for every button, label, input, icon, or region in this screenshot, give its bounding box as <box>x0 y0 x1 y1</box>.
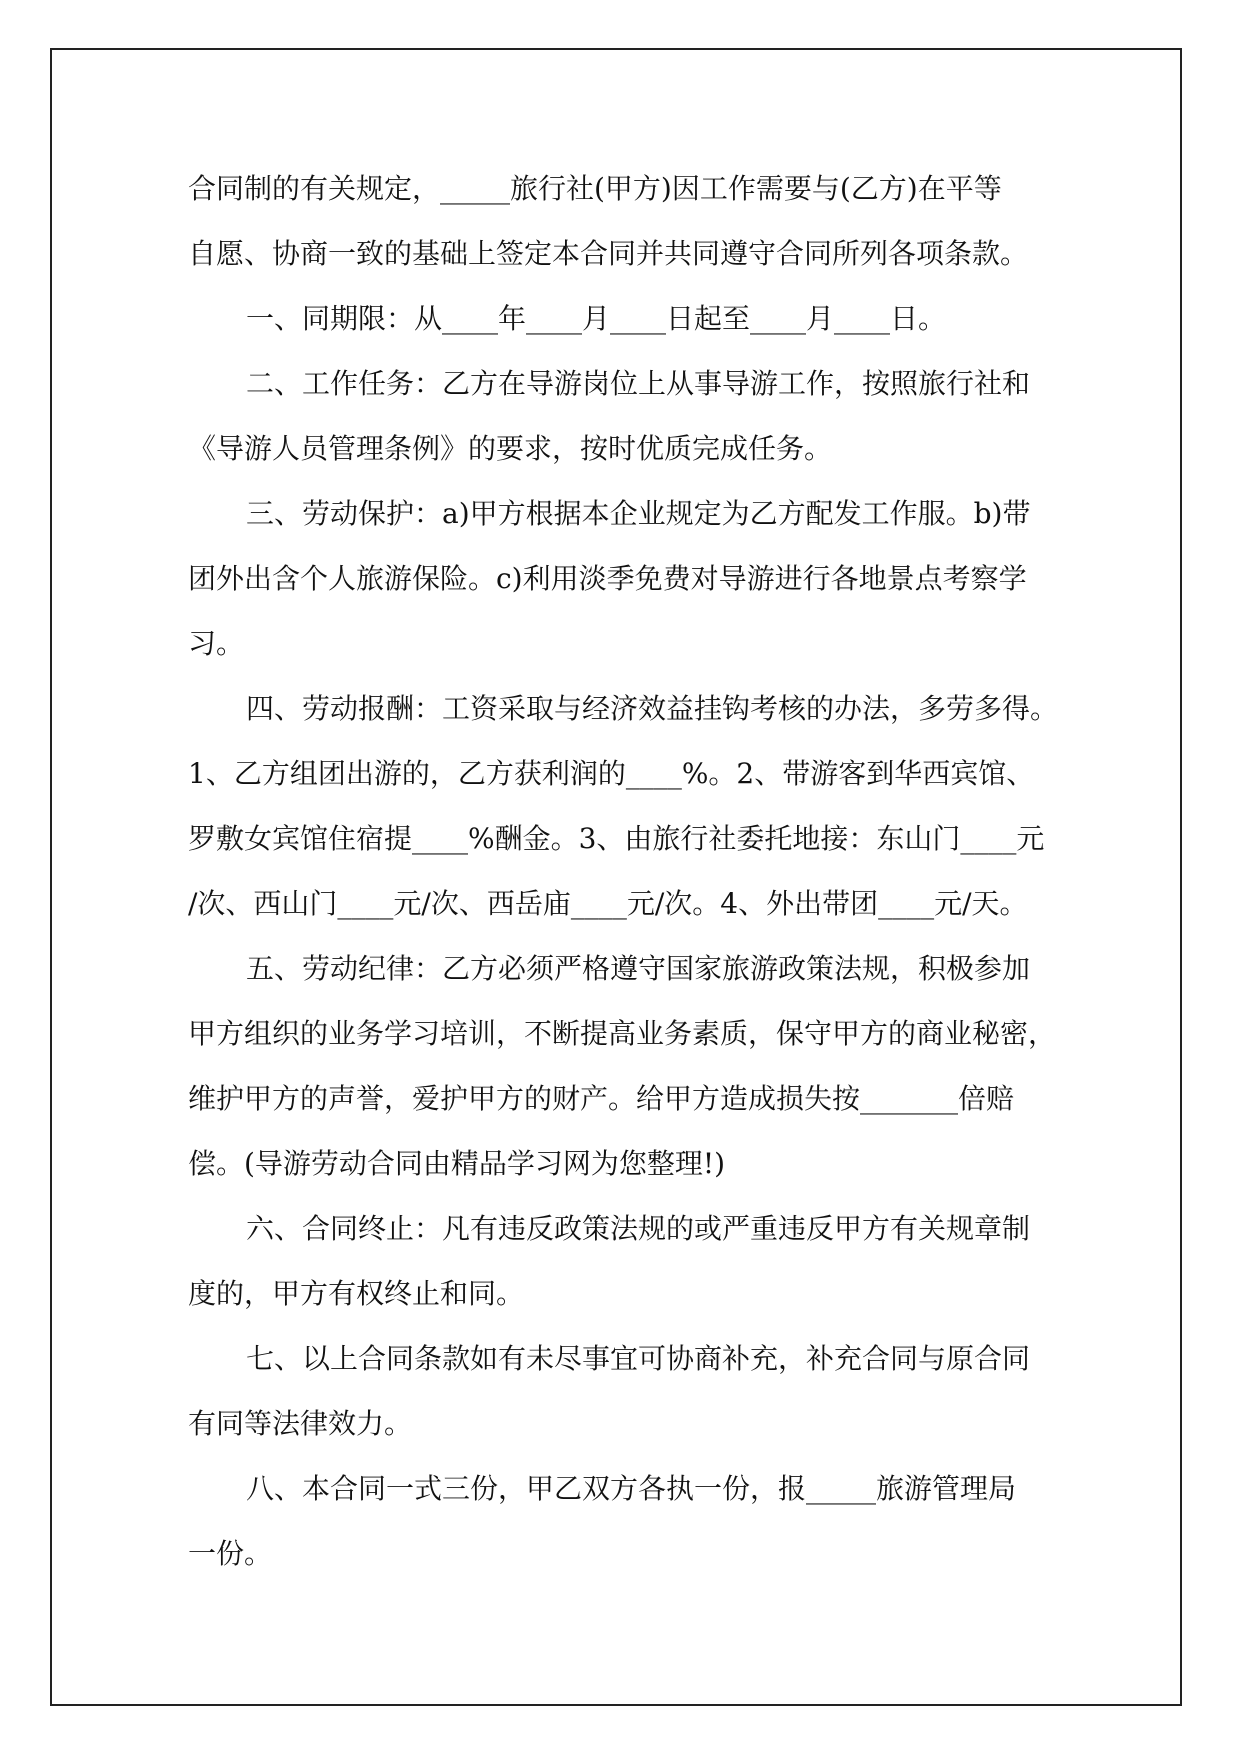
clause-duty-line: 二、工作任务：乙方在导游岗位上从事导游工作，按照旅行社和 <box>246 367 1031 400</box>
text-line: 有同等法律效力。 <box>188 1407 413 1440</box>
text-line: 甲方组织的业务学习培训，不断提高业务素质，保守甲方的商业秘密， <box>188 1017 1057 1050</box>
text-line: 度的，甲方有权终止和同。 <box>188 1277 525 1310</box>
clause-protection-line: 三、劳动保护：a)甲方根据本企业规定为乙方配发工作服。b)带 <box>246 497 1031 530</box>
text-line: 《导游人员管理条例》的要求，按时优质完成任务。 <box>188 432 833 465</box>
text-line: 一份。 <box>188 1537 273 1570</box>
text-line: 自愿、协商一致的基础上签定本合同并共同遵守合同所列各项条款。 <box>188 237 1029 270</box>
text-line: /次、西山门____元/次、西岳庙____元/次。4、外出带团____元/天。 <box>188 887 1028 920</box>
clause-supplement-line: 七、以上合同条款如有未尽事宜可协商补充，补充合同与原合同 <box>246 1342 1031 1375</box>
document-body <box>188 156 1059 1586</box>
text-line: 偿。(导游劳动合同由精品学习网为您整理!) <box>188 1147 726 1180</box>
text-line: 维护甲方的声誉，爱护甲方的财产。给甲方造成损失按_______倍赔 <box>188 1082 1015 1115</box>
text-line: 罗敷女宾馆住宿提____%酬金。3、由旅行社委托地接：东山门____元 <box>188 822 1045 855</box>
clause-pay-line: 四、劳动报酬：工资采取与经济效益挂钩考核的办法，多劳多得。 <box>246 692 1059 725</box>
text-line: 习。 <box>188 627 245 660</box>
text-line: 1、乙方组团出游的，乙方获利润的____%。2、带游客到华西宾馆、 <box>188 757 1035 790</box>
text-line: 团外出含个人旅游保险。c)利用淡季免费对导游进行各地景点考察学 <box>188 562 1027 595</box>
clause-copies-line: 八、本合同一式三份，甲乙双方各执一份，报_____旅游管理局 <box>246 1472 1017 1505</box>
clause-discipline-line: 五、劳动纪律：乙方必须严格遵守国家旅游政策法规，积极参加 <box>246 952 1031 985</box>
clause-term-line: 一、同期限：从____年____月____日起至____月____日。 <box>246 302 947 335</box>
text-line: 合同制的有关规定，_____旅行社(甲方)因工作需要与(乙方)在平等 <box>188 172 1002 205</box>
clause-termination-line: 六、合同终止：凡有违反政策法规的或严重违反甲方有关规章制 <box>246 1212 1031 1245</box>
